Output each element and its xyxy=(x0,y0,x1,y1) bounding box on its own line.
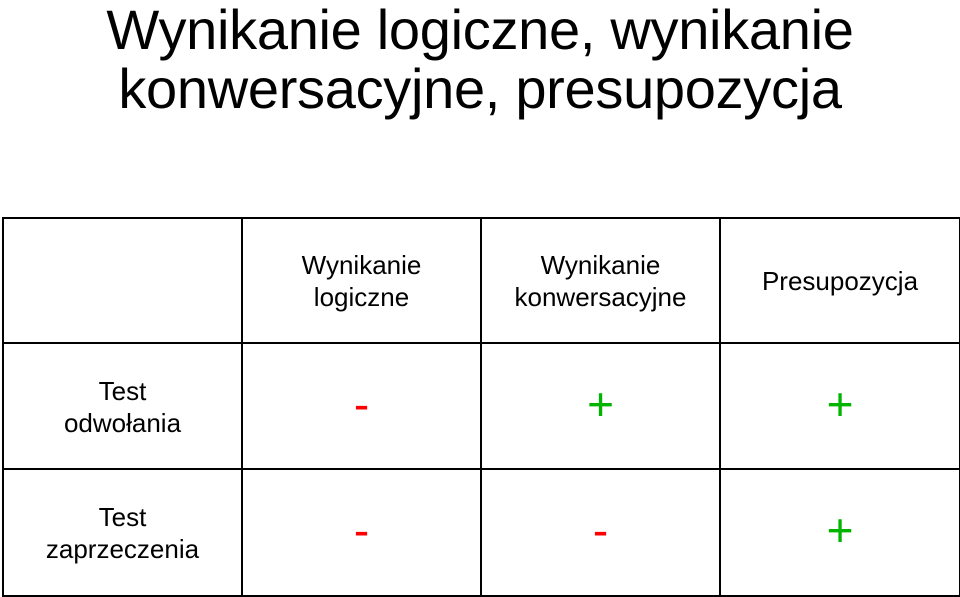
row-label-line: zaprzeczenia xyxy=(45,533,200,564)
plus-mark: + xyxy=(826,504,854,556)
value-cell xyxy=(242,469,481,596)
table-row xyxy=(3,469,960,596)
plus-mark: + xyxy=(826,377,854,430)
comparison-table xyxy=(2,217,960,597)
row-label-cell xyxy=(3,469,242,596)
page-title xyxy=(0,0,960,118)
row-label-line: Test xyxy=(98,376,147,406)
row-label-cell xyxy=(3,343,242,469)
row-label-line: odwołania xyxy=(63,408,182,438)
value-cell xyxy=(481,469,720,596)
plus-mark: + xyxy=(587,377,614,430)
row-label-line: Test xyxy=(98,501,147,532)
corner-cell xyxy=(3,218,242,343)
table-row xyxy=(3,343,960,469)
minus-mark: - xyxy=(353,377,370,430)
header-cell xyxy=(481,218,720,343)
value-cell xyxy=(720,469,960,596)
value-cell xyxy=(481,343,720,469)
minus-mark: - xyxy=(353,504,370,556)
header-line: logiczne xyxy=(313,281,410,312)
value-cell xyxy=(720,343,960,469)
title-line-2: konwersacyjne, presupozycja xyxy=(118,57,842,120)
header-cell xyxy=(242,218,481,343)
header-line: konwersacyjne xyxy=(514,281,687,312)
header-cell xyxy=(720,218,960,343)
value-cell xyxy=(242,343,481,469)
header-line: Presupozycja xyxy=(761,265,919,296)
table-header-row xyxy=(3,218,960,343)
minus-mark: - xyxy=(592,504,609,556)
header-line: Wynikanie xyxy=(540,249,661,280)
title-line-1: Wynikanie logiczne, wynikanie xyxy=(106,0,854,61)
header-line: Wynikanie xyxy=(301,249,422,280)
